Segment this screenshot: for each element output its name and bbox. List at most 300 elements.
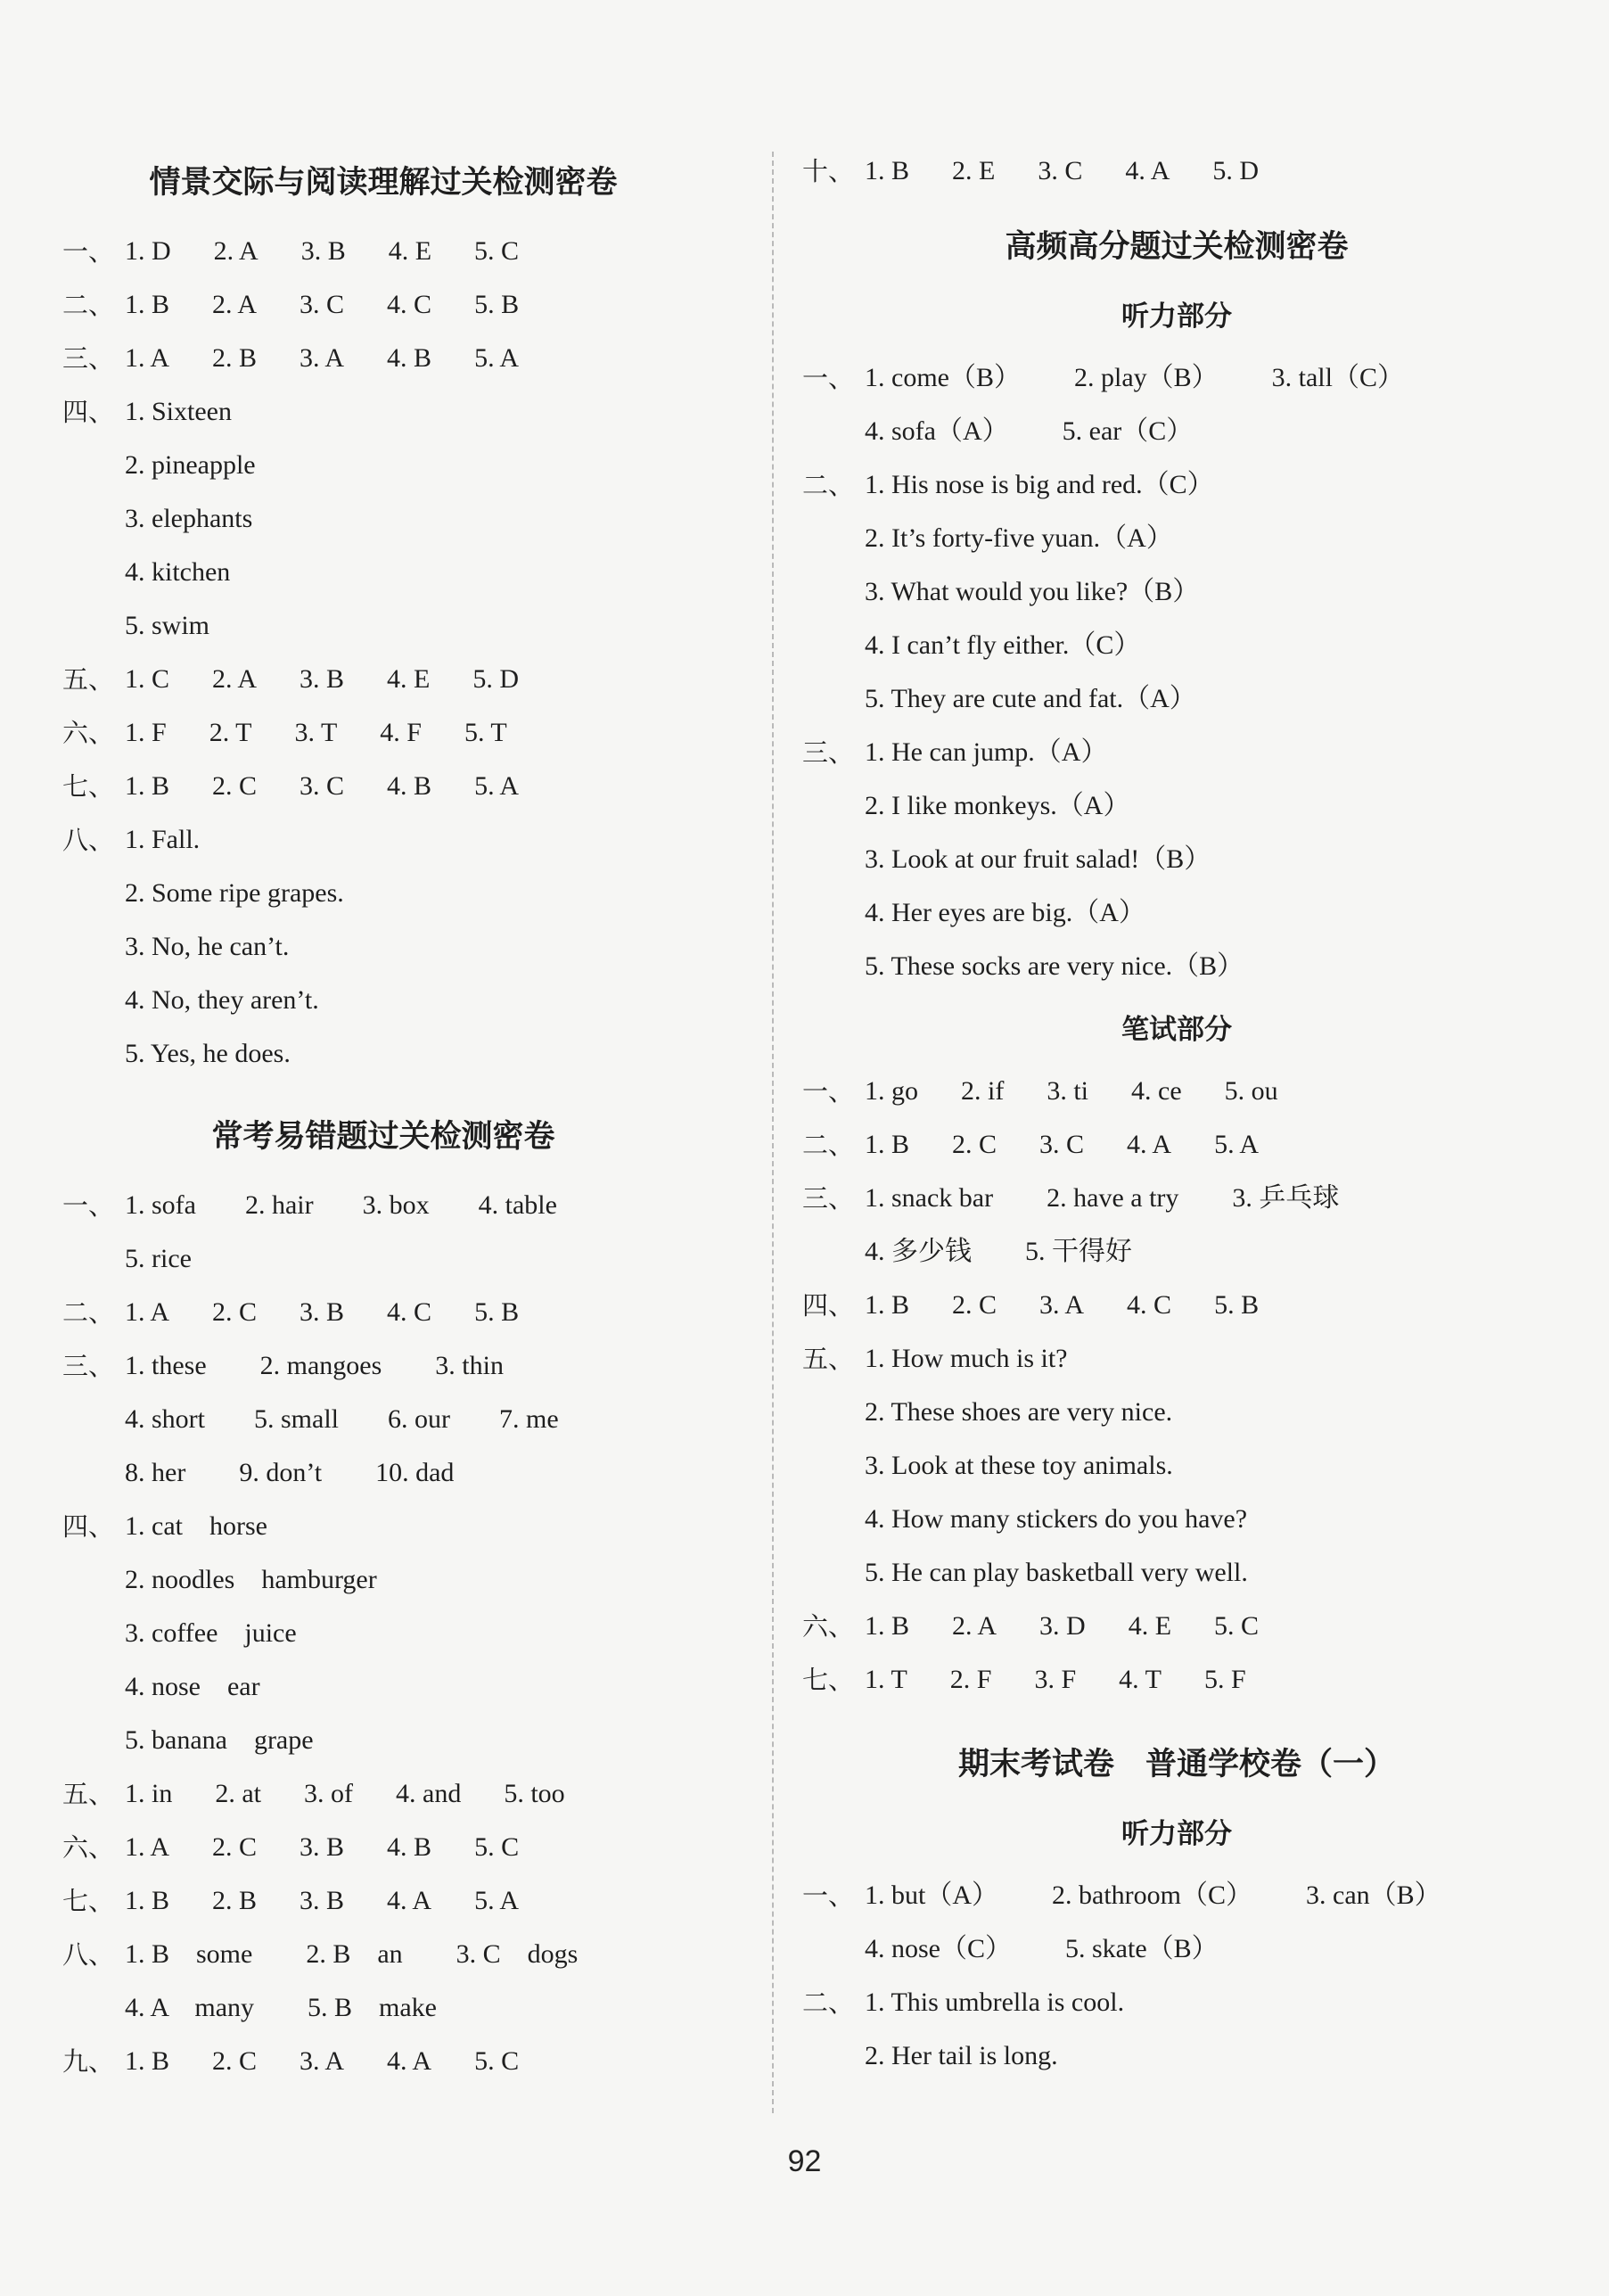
answer-item: 1. come（B）: [865, 363, 1021, 392]
question-number: 七、: [802, 1665, 855, 1695]
answer-row: [62, 439, 704, 492]
row-indent: [62, 1981, 125, 2035]
answer-items: [125, 1660, 260, 1714]
answer-items: [865, 1065, 1278, 1118]
answer-item: 5. A: [474, 343, 520, 373]
row-indent: [62, 1446, 125, 1500]
answer-row: [802, 1172, 1551, 1225]
answer-item: 10. dad: [375, 1458, 455, 1487]
answer-item: 4. short: [125, 1404, 205, 1434]
answer-items: [865, 565, 1199, 619]
answer-item: 2. These shoes are very nice.: [865, 1397, 1173, 1427]
answer-items: [125, 867, 344, 920]
row-indent: [62, 1027, 125, 1081]
answer-items: [125, 439, 256, 492]
answer-item: 5. C: [474, 1832, 520, 1862]
answer-items: [125, 1232, 192, 1286]
answer-items: [125, 706, 507, 760]
answer-item: 2. B: [212, 1886, 258, 1915]
answer-row: [62, 1928, 704, 1981]
answer-items: [125, 1393, 559, 1446]
row-indent: [62, 1660, 125, 1714]
question-number: 二、: [802, 1130, 855, 1160]
answer-row: [802, 1869, 1551, 1922]
answer-row: [802, 1976, 1551, 2029]
answer-item: 5. He can play basketball very well.: [865, 1558, 1248, 1587]
answer-items: [865, 1118, 1259, 1172]
answer-item: 1. B: [865, 1290, 910, 1320]
answer-items: [125, 1500, 267, 1553]
row-indent: [802, 886, 865, 940]
question-number: 八、: [62, 825, 115, 855]
answer-item: 3. coffee juice: [125, 1618, 297, 1648]
row-indent: [802, 779, 865, 833]
question-number: 三、: [62, 1351, 115, 1381]
answer-item: 3. Look at our fruit salad!（B）: [865, 844, 1211, 874]
answer-item: 4. sofa（A）: [865, 416, 1009, 446]
answer-item: 4. B: [387, 343, 432, 373]
answer-item: 3. Look at these toy animals.: [865, 1451, 1173, 1480]
answer-item: 4. No, they aren’t.: [125, 985, 319, 1015]
answer-item: 1. C: [125, 664, 170, 694]
answer-item: 5. rice: [125, 1244, 192, 1273]
answer-item: 2. at: [215, 1779, 261, 1808]
row-indent: [802, 1922, 865, 1976]
answer-item: 2. E: [952, 156, 996, 185]
answer-item: 4. E: [388, 236, 432, 266]
answer-item: 2. B: [212, 343, 258, 373]
row-indent: [802, 1386, 865, 1439]
answer-item: 4. T: [1119, 1665, 1162, 1694]
row-indent: [802, 672, 865, 726]
answer-item: 1. go: [865, 1076, 918, 1106]
question-number: 四、: [802, 1290, 855, 1321]
answer-item: 7. me: [499, 1404, 559, 1434]
answer-items: [865, 833, 1211, 886]
answer-list-continued: [802, 144, 1551, 198]
answer-items: [865, 2029, 1058, 2083]
answer-item: 1. B some: [125, 1939, 253, 1969]
answer-row: [802, 1922, 1551, 1976]
answer-items: [865, 1439, 1173, 1493]
answer-item: 1. B: [125, 290, 170, 319]
row-indent: [62, 1393, 125, 1446]
answer-items: [125, 225, 519, 278]
question-number: 四、: [62, 1511, 115, 1542]
row-indent: [802, 565, 865, 619]
left-column: [62, 134, 704, 2088]
answer-item: 4. 多少钱: [865, 1237, 972, 1266]
row-indent: [802, 1493, 865, 1546]
answer-item: 1. B: [865, 1130, 910, 1159]
answer-items: [865, 1493, 1247, 1546]
answer-item: 1. He can jump.（A）: [865, 737, 1108, 767]
answer-items: [125, 974, 319, 1027]
answer-row: [802, 351, 1551, 405]
answer-list-high-frequency-listening: [802, 351, 1551, 993]
answer-item: 3. What would you like?（B）: [865, 577, 1200, 606]
question-number: 五、: [802, 1344, 855, 1374]
subtitle-listening: 听力部分: [1121, 300, 1232, 333]
row-indent: [62, 546, 125, 599]
answer-item: 1. T: [865, 1665, 907, 1694]
answer-item: 4. A: [1127, 1130, 1172, 1159]
row-indent: [802, 1225, 865, 1279]
answer-row: [802, 1653, 1551, 1707]
answer-row: [62, 813, 704, 867]
answer-item: 4. A: [387, 1886, 432, 1915]
answer-items: [865, 458, 1214, 512]
row-indent: [62, 1232, 125, 1286]
answer-item: 2. I like monkeys.（A）: [865, 791, 1130, 820]
answer-item: 4. E: [387, 664, 431, 694]
answer-items: [865, 1922, 1219, 1976]
answer-item: 4. C: [1127, 1290, 1172, 1320]
answer-row: [802, 1386, 1551, 1439]
answer-row: [62, 1553, 704, 1607]
section-title-common-mistakes: 常考易错题过关检测密卷: [211, 1119, 555, 1155]
answer-item: 5. D: [1212, 156, 1260, 185]
answer-row: [802, 672, 1551, 726]
answer-items: [125, 1027, 291, 1081]
row-indent: [802, 619, 865, 672]
answer-item: 3. C: [300, 290, 345, 319]
row-indent: [802, 2029, 865, 2083]
answer-items: [865, 1172, 1339, 1225]
answer-item: 3. of: [304, 1779, 353, 1808]
question-number: 五、: [62, 1779, 115, 1809]
answer-item: 5. A: [1214, 1130, 1260, 1159]
answer-items: [125, 1981, 437, 2035]
question-number: 三、: [802, 737, 855, 768]
answer-items: [125, 1714, 314, 1767]
answer-item: 2. Some ripe grapes.: [125, 878, 344, 908]
answer-item: 2. A: [212, 290, 258, 319]
section-title-situational-reading: 情景交际与阅读理解过关检测密卷: [149, 165, 618, 201]
answer-row: [62, 867, 704, 920]
answer-item: 3. F: [1034, 1665, 1077, 1694]
answer-item: 1. in: [125, 1779, 173, 1808]
answer-row: [62, 1714, 704, 1767]
answer-items: [125, 1446, 454, 1500]
answer-item: 4. C: [387, 290, 432, 319]
answer-item: 2. C: [212, 1297, 258, 1327]
answer-row: [62, 1339, 704, 1393]
answer-row: [62, 1660, 704, 1714]
answer-item: 3. 乒乓球: [1232, 1183, 1340, 1213]
answer-item: 3. B: [300, 236, 346, 266]
answer-item: 2. C: [952, 1290, 997, 1320]
answer-row: [62, 1874, 704, 1928]
answer-item: 5. B make: [308, 1993, 437, 2022]
answer-item: 4. nose ear: [125, 1672, 260, 1701]
section-title-final-exam: 期末考试卷 普通学校卷（一）: [957, 1747, 1395, 1782]
answer-item: 1. How much is it?: [865, 1344, 1068, 1373]
answer-items: [125, 599, 209, 653]
answer-item: 3. C: [300, 771, 345, 801]
answer-item: 1. B: [865, 156, 910, 185]
answer-items: [125, 332, 519, 385]
answer-item: 1. but（A）: [865, 1880, 998, 1910]
answer-items: [865, 1976, 1124, 2029]
answer-row: [62, 1179, 704, 1232]
question-number: 七、: [62, 1886, 115, 1916]
answer-items: [125, 920, 289, 974]
answer-item: 5. A: [474, 771, 520, 801]
answer-row: [802, 1332, 1551, 1386]
answer-items: [865, 1279, 1259, 1332]
question-number: 一、: [62, 1190, 115, 1221]
answer-items: [865, 1869, 1441, 1922]
question-number: 一、: [802, 1076, 855, 1107]
row-indent: [62, 867, 125, 920]
answer-item: 5. 干得好: [1025, 1237, 1132, 1266]
answer-item: 1. D: [125, 236, 171, 266]
row-indent: [802, 833, 865, 886]
answer-item: 4. nose（C）: [865, 1934, 1012, 1963]
answer-item: 3. B: [300, 1297, 345, 1327]
answer-row: [802, 886, 1551, 940]
answer-item: 1. B: [125, 771, 170, 801]
answer-item: 3. C dogs: [456, 1939, 579, 1969]
answer-item: 3. C: [1039, 1130, 1085, 1159]
answer-items: [125, 1179, 557, 1232]
answer-item: 5. ear（C）: [1062, 416, 1194, 446]
answer-items: [125, 1286, 519, 1339]
answer-list-situational-reading: [62, 225, 704, 1081]
answer-item: 1. This umbrella is cool.: [865, 1987, 1125, 2017]
row-indent: [62, 1607, 125, 1660]
answer-items: [865, 1653, 1246, 1707]
answer-item: 5. banana grape: [125, 1725, 314, 1755]
answer-item: 3. can（B）: [1306, 1880, 1441, 1910]
answer-item: 2. F: [949, 1665, 992, 1694]
answer-item: 2. play（B）: [1073, 363, 1219, 392]
answer-row: [62, 1500, 704, 1553]
answer-item: 1. His nose is big and red.（C）: [865, 470, 1214, 499]
answer-item: 1. sofa: [125, 1190, 196, 1220]
answer-item: 3. A: [300, 343, 345, 373]
answer-row: [62, 1446, 704, 1500]
answer-item: 3. T: [294, 718, 338, 747]
answer-row: [62, 1767, 704, 1821]
answer-row: [802, 779, 1551, 833]
answer-items: [125, 760, 519, 813]
answer-item: 3. No, he can’t.: [125, 932, 290, 961]
row-indent: [802, 940, 865, 993]
question-number: 一、: [802, 363, 855, 393]
answer-item: 4. table: [478, 1190, 557, 1220]
answer-row: [802, 1118, 1551, 1172]
answer-items: [865, 1600, 1259, 1653]
answer-item: 1. snack bar: [865, 1183, 994, 1213]
section-title-high-frequency: 高频高分题过关检测密卷: [1005, 229, 1349, 265]
answer-item: 3. box: [362, 1190, 430, 1220]
answer-item: 1. B: [125, 2046, 170, 2076]
answer-item: 6. our: [388, 1404, 450, 1434]
answer-item: 4. A: [1125, 156, 1170, 185]
row-indent: [802, 512, 865, 565]
answer-item: 2. A: [212, 664, 258, 694]
answer-item: 1. Fall.: [125, 825, 201, 854]
question-number: 三、: [802, 1183, 855, 1214]
answer-item: 5. C: [474, 2046, 520, 2076]
answer-items: [125, 813, 200, 867]
answer-item: 9. don’t: [239, 1458, 323, 1487]
answer-item: 4. kitchen: [125, 557, 231, 587]
answer-item: 3. elephants: [125, 504, 253, 533]
answer-row: [62, 385, 704, 439]
answer-item: 2. pineapple: [125, 450, 256, 480]
answer-row: [802, 726, 1551, 779]
row-indent: [62, 974, 125, 1027]
question-number: 二、: [62, 290, 115, 320]
question-number: 二、: [802, 470, 855, 500]
question-number: 五、: [62, 664, 115, 695]
answer-row: [802, 144, 1551, 198]
answer-item: 2. noodles hamburger: [125, 1565, 377, 1594]
answer-items: [865, 405, 1193, 458]
answer-item: 2. C: [212, 1832, 258, 1862]
question-number: 二、: [802, 1987, 855, 2018]
answer-item: 2. hair: [244, 1190, 314, 1220]
answer-items: [865, 512, 1173, 565]
answer-items: [125, 2035, 519, 2088]
answer-row: [802, 565, 1551, 619]
answer-item: 2. A: [952, 1611, 997, 1641]
answer-list-final-exam: [802, 1869, 1551, 2083]
question-number: 三、: [62, 343, 115, 374]
answer-items: [865, 886, 1145, 940]
answer-item: 2. if: [961, 1076, 1005, 1106]
answer-item: 1. A: [125, 1297, 170, 1327]
answer-items: [125, 1607, 297, 1660]
answer-item: 2. C: [952, 1130, 997, 1159]
answer-row: [62, 1232, 704, 1286]
answer-row: [62, 974, 704, 1027]
question-number: 六、: [802, 1611, 855, 1642]
answer-item: 1. cat horse: [125, 1511, 267, 1541]
answer-item: 3. C: [1038, 156, 1083, 185]
answer-item: 2. bathroom（C）: [1052, 1880, 1252, 1910]
answer-item: 4. Her eyes are big.（A）: [865, 898, 1145, 927]
answer-item: 5. C: [1214, 1611, 1260, 1641]
answer-row: [62, 706, 704, 760]
answer-item: 5. B: [474, 1297, 520, 1327]
answer-items: [865, 619, 1140, 672]
answer-item: 2. C: [212, 2046, 258, 2076]
answer-item: 1. B: [865, 1611, 910, 1641]
answer-item: 5. B: [1214, 1290, 1260, 1320]
answer-list-common-mistakes: [62, 1179, 704, 2088]
answer-item: 4. and: [396, 1779, 462, 1808]
answer-item: 1. A: [125, 343, 170, 373]
answer-row: [62, 1393, 704, 1446]
answer-row: [802, 1439, 1551, 1493]
answer-items: [125, 1821, 519, 1874]
answer-row: [62, 920, 704, 974]
answer-list-high-frequency-written: [802, 1065, 1551, 1707]
row-indent: [802, 405, 865, 458]
answer-item: 3. B: [300, 664, 345, 694]
answer-row: [62, 492, 704, 546]
answer-item: 5. A: [474, 1886, 520, 1915]
answer-row: [62, 599, 704, 653]
row-indent: [62, 492, 125, 546]
answer-row: [802, 405, 1551, 458]
answer-items: [125, 1928, 578, 1981]
page-number: 92: [787, 2144, 822, 2178]
answer-items: [865, 672, 1196, 726]
answer-item: 2. T: [209, 718, 252, 747]
answer-item: 5. C: [474, 236, 520, 266]
answer-items: [125, 546, 230, 599]
answer-items: [865, 351, 1404, 405]
answer-items: [125, 278, 519, 332]
answer-item: 5. D: [472, 664, 520, 694]
answer-items: [125, 1767, 565, 1821]
answer-item: 2. It’s forty-five yuan.（A）: [865, 523, 1173, 553]
answer-item: 5. small: [254, 1404, 339, 1434]
answer-row: [802, 619, 1551, 672]
answer-item: 2. B an: [306, 1939, 403, 1969]
answer-row: [62, 760, 704, 813]
question-number: 八、: [62, 1939, 115, 1970]
question-number: 七、: [62, 771, 115, 802]
question-number: 一、: [802, 1880, 855, 1911]
row-indent: [62, 1714, 125, 1767]
answer-item: 5. T: [464, 718, 507, 747]
answer-row: [62, 332, 704, 385]
answer-row: [802, 1279, 1551, 1332]
answer-item: 3. ti: [1047, 1076, 1088, 1106]
answer-item: 3. B: [300, 1832, 345, 1862]
answer-items: [125, 385, 232, 439]
answer-item: 5. F: [1203, 1665, 1246, 1694]
answer-items: [125, 1874, 519, 1928]
question-number: 六、: [62, 718, 115, 748]
subtitle-written: 笔试部分: [1121, 1014, 1232, 1046]
answer-items: [865, 1332, 1067, 1386]
answer-item: 2. mangoes: [259, 1351, 382, 1380]
answer-row: [62, 1981, 704, 2035]
answer-items: [865, 779, 1129, 833]
answer-row: [62, 1607, 704, 1660]
answer-items: [865, 1546, 1248, 1600]
answer-item: 3. A: [300, 2046, 345, 2076]
answer-items: [865, 1386, 1172, 1439]
answer-item: 5. These socks are very nice.（B）: [865, 951, 1244, 981]
answer-row: [802, 2029, 1551, 2083]
column-divider: [772, 152, 774, 2113]
answer-item: 3. B: [300, 1886, 345, 1915]
answer-item: 3. thin: [435, 1351, 504, 1380]
answer-item: 1. B: [125, 1886, 170, 1915]
answer-item: 4. ce: [1131, 1076, 1182, 1106]
answer-row: [62, 1027, 704, 1081]
question-number: 六、: [62, 1832, 115, 1863]
answer-items: [125, 1339, 504, 1393]
row-indent: [62, 599, 125, 653]
question-number: 一、: [62, 236, 115, 267]
answer-row: [802, 458, 1551, 512]
answer-row: [802, 1600, 1551, 1653]
answer-item: 5. skate（B）: [1065, 1934, 1219, 1963]
answer-item: 4. A many: [125, 1993, 255, 2022]
question-number: 九、: [62, 2046, 115, 2077]
right-column: [802, 144, 1551, 2083]
answer-items: [125, 1553, 377, 1607]
